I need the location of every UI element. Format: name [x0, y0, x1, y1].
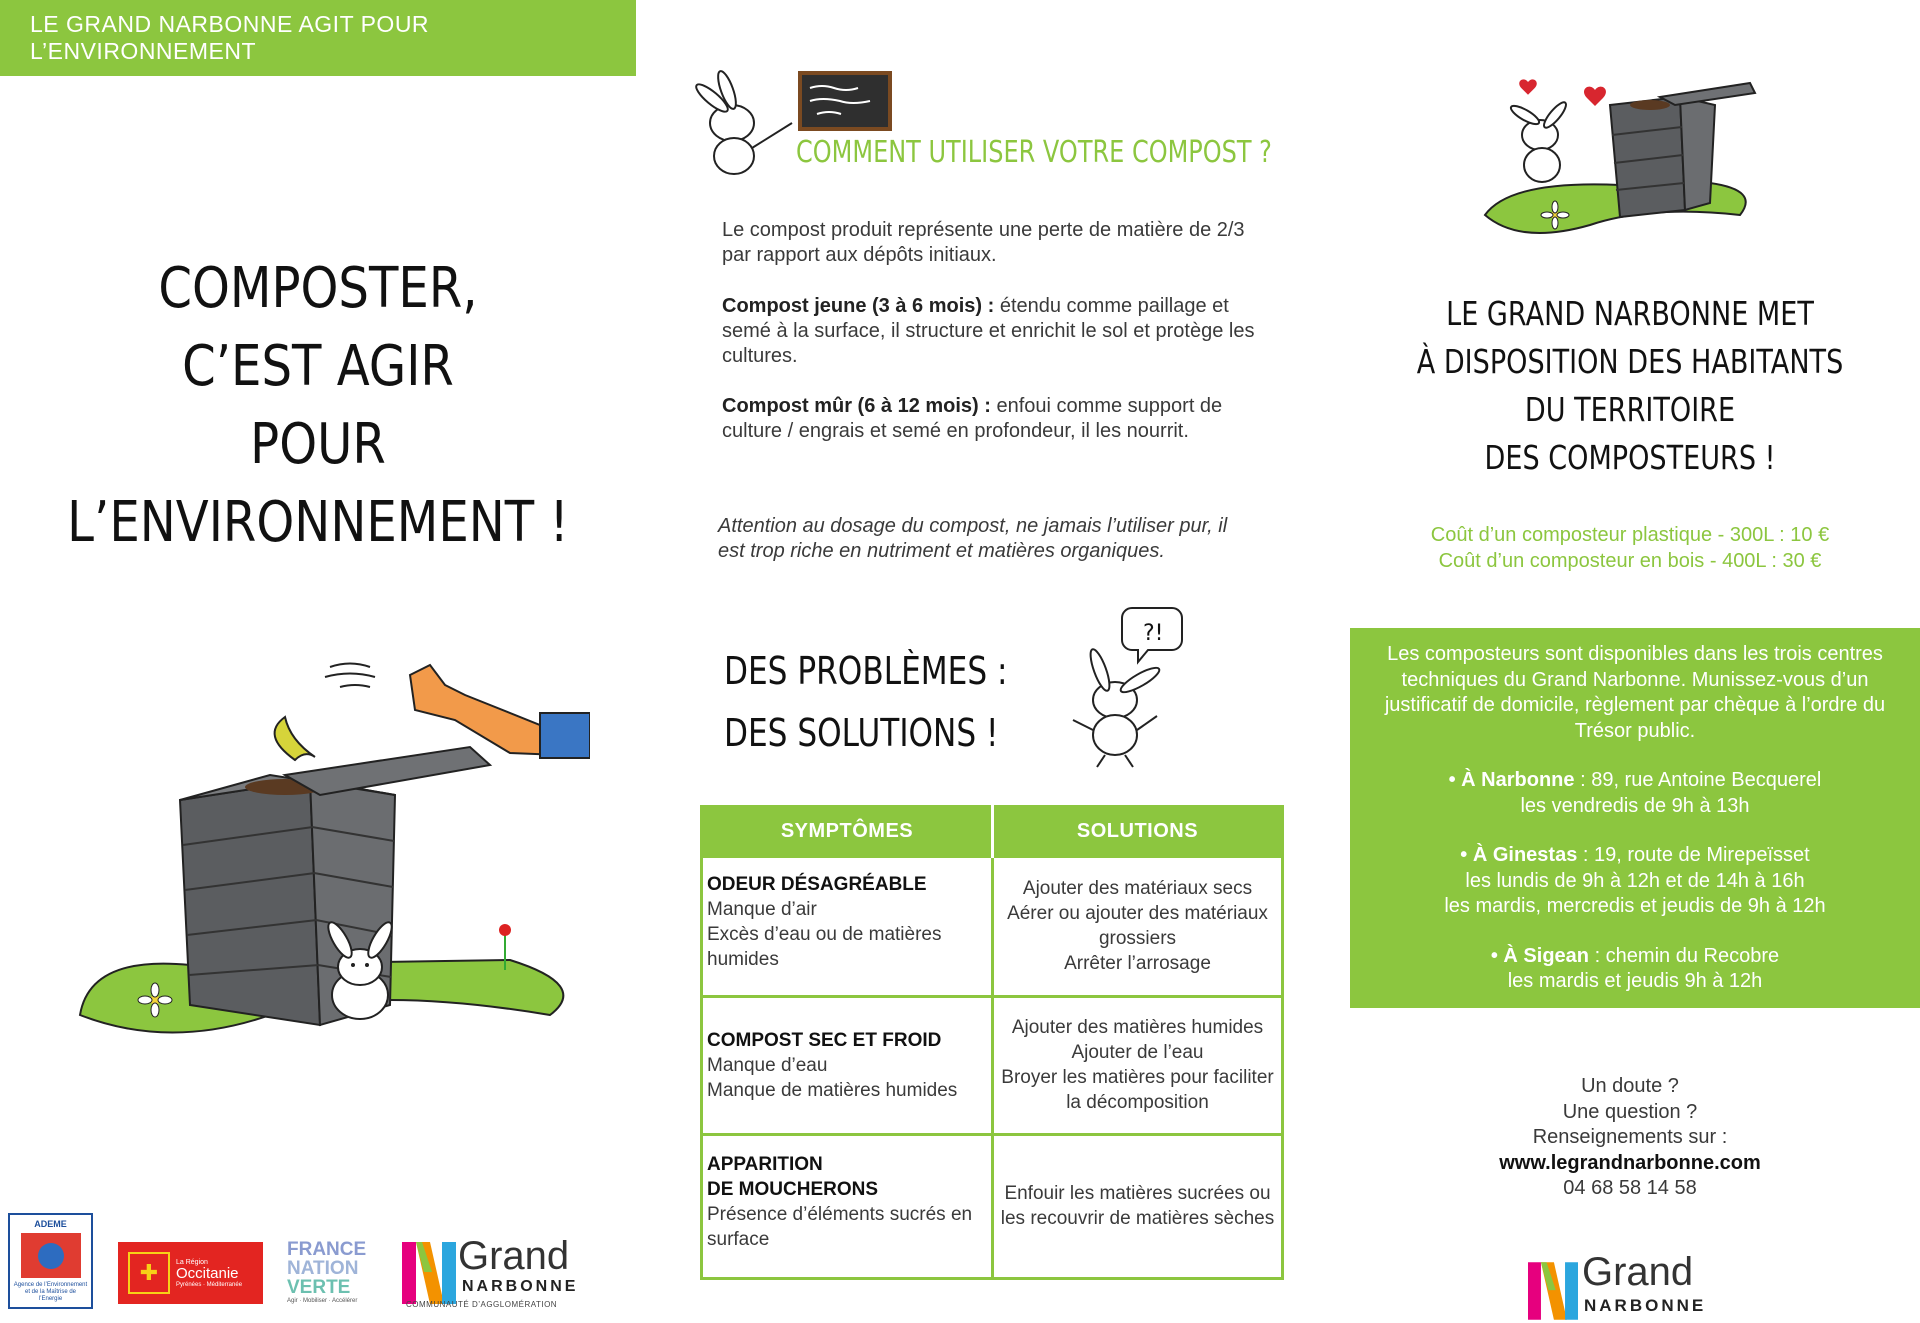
occitanie-logo: ✚ La Région Occitanie Pyrénées · Méditerranée: [118, 1242, 263, 1304]
table-header-row: [702, 807, 1283, 857]
main-title: [45, 250, 592, 562]
main-title-line: L’ENVIRONNEMENT !: [67, 490, 569, 555]
col-solutions-header: SOLUTIONS: [993, 807, 1283, 857]
contact-info: Un doute ? Une question ? Renseignements sur : www.legrandnarbonne.com 04 68 58 14 58: [1360, 1074, 1900, 1202]
availability-intro: Les composteurs sont disponibles dans les trois centres techniques du Grand Narbonne. Munissez-vous d’un justificatif de domicile, règlement par chèque à l’ordre du Trésor public.: [1384, 643, 1886, 742]
intro-paragraph: Le compost produit représente une perte de matière de 2/3 par rapport aux dépôts initiaux.: [722, 219, 1245, 266]
table-row: [702, 1135, 1283, 1279]
phone-number: 04 68 58 14 58: [1563, 1177, 1697, 1199]
grand-narbonne-logo: Grand NARBONNE COMMUNAUTÉ D’AGGLOMÉRATION: [402, 1240, 622, 1310]
ademe-logo-text: ADEME: [34, 1219, 67, 1229]
grand-narbonne-n-icon: [1528, 1262, 1578, 1320]
composter-costs: [1360, 522, 1900, 574]
banner-text: LE GRAND NARBONNE AGIT POUR L’ENVIRONNEMENT: [30, 11, 430, 64]
symptom-cell: ODEUR DÉSAGRÉABLE Manque d’air Excès d’eau ou de matières humides: [702, 857, 993, 997]
col-symptoms-header: SYMPTÔMES: [702, 807, 993, 857]
ademe-logo: ADEME Agence de l’Environnement et de la Maîtrise de l’Energie: [8, 1213, 93, 1309]
france-nation-verte-logo: FRANCE NATION VERTE Agir · Mobiliser · Accélérer: [287, 1239, 367, 1304]
main-title-line: COMPOSTER,: [158, 256, 478, 321]
solution-cell: Enfouir les matières sucrées ou les recouvrir de matières sèches: [993, 1135, 1283, 1279]
grand-narbonne-logo-right: Grand NARBONNE: [1528, 1258, 1758, 1323]
composter-illustration: [70, 655, 590, 1045]
symptom-cell: APPARITION DE MOUCHERONS Présence d’éléments sucrés en surface: [702, 1135, 993, 1279]
rabbit-composter-illustration: [1470, 75, 1760, 245]
bubble-text: ?!: [1143, 621, 1164, 646]
rabbit-question-illustration: [1060, 600, 1190, 770]
header-banner: [0, 0, 636, 76]
location-narbonne: • À Narbonne : 89, rue Antoine Becquerel les vendredis de 9h à 13h: [1448, 769, 1822, 817]
young-compost-paragraph: Compost jeune (3 à 6 mois) : étendu comme paillage et semé à la surface, il structure et enrichit le sol et protège les cultures.: [722, 295, 1255, 367]
symptoms-solutions-table: [700, 805, 1284, 1280]
mature-compost-paragraph: Compost mûr (6 à 12 mois) : enfoui comme support de culture / engrais et semé en profondeur, il les nourrit.: [722, 395, 1223, 442]
compost-usage-title: COMMENT UTILISER VOTRE COMPOST ?: [796, 135, 1272, 170]
main-title-line: POUR: [250, 412, 386, 477]
location-ginestas: • À Ginestas : 19, route de Mirepeïsset les lundis de 9h à 12h et de 14h à 16h les mardis, mercredis et jeudis de 9h à 12h: [1444, 844, 1826, 917]
solution-cell: Ajouter des matières humides Ajouter de l’eau Broyer les matières pour faciliter la décomposition: [993, 997, 1283, 1135]
solution-cell: Ajouter des matériaux secs Aérer ou ajouter des matériaux grossiers Arrêter l’arrosage: [993, 857, 1283, 997]
cost-plastic: Coût d’un composteur plastique - 300L : 10 €: [1430, 524, 1830, 546]
symptom-cell: COMPOST SEC ET FROID Manque d’eau Manque de matières humides: [702, 997, 993, 1135]
main-title-line: C’EST AGIR: [182, 334, 454, 399]
availability-box: [1350, 628, 1920, 1008]
warning-paragraph: Attention au dosage du compost, ne jamais l’utiliser pur, il est trop riche en nutriment et matières organiques.: [718, 515, 1228, 562]
problems-title: DES PROBLÈMES : DES SOLUTIONS !: [724, 649, 1008, 755]
cost-wood: Coût d’un composteur en bois - 400L : 30 €: [1438, 550, 1822, 572]
grand-narbonne-n-icon: [402, 1242, 456, 1304]
table-row: [702, 997, 1283, 1135]
composters-offer-title: LE GRAND NARBONNE MET À DISPOSITION DES HABITANTS DU TERRITOIRE DES COMPOSTEURS !: [1416, 294, 1844, 477]
website-link[interactable]: www.legrandnarbonne.com: [1499, 1151, 1761, 1174]
table-row: [702, 857, 1283, 997]
location-sigean: • À Sigean : chemin du Recobre les mardis et jeudis 9h à 12h: [1490, 944, 1780, 992]
